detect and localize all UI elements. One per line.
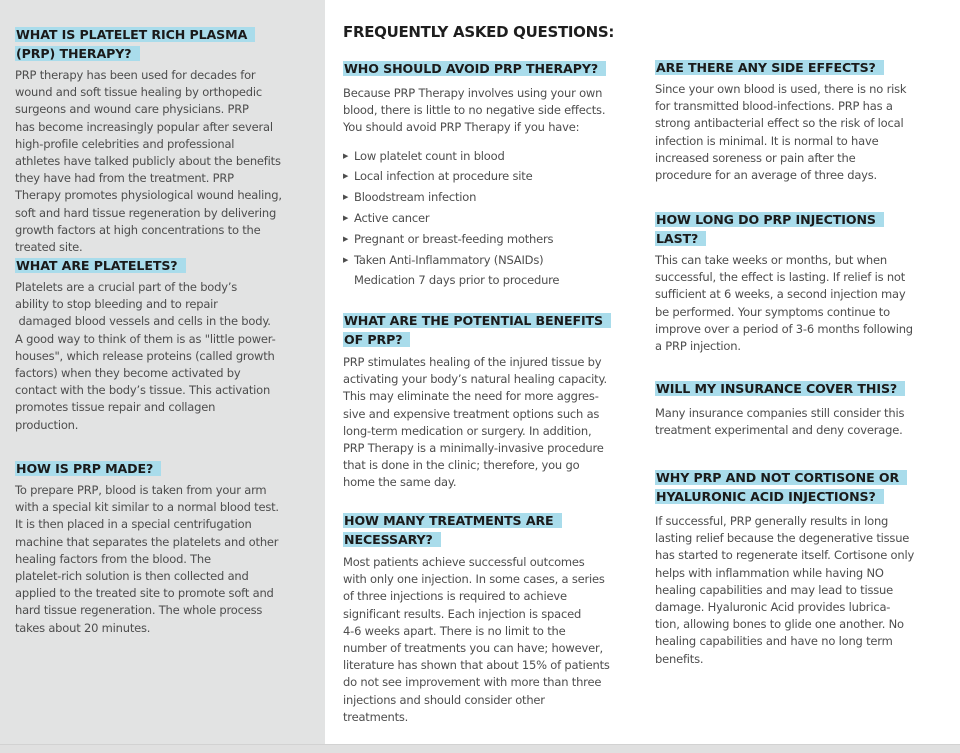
heading-line: OF PRP? <box>343 332 410 347</box>
body-line: Therapy promotes physiological wound healing, <box>15 188 282 203</box>
heading-line: WHY PRP AND NOT CORTISONE OR <box>655 470 907 485</box>
body-line: number of treatments you can have; however, <box>343 641 603 656</box>
body-line: 4-6 weeks apart. There is no limit to the <box>343 623 566 638</box>
body-line: treatments. <box>343 709 409 724</box>
list-item-text: Low platelet count in blood <box>354 148 505 163</box>
body-line: that is done in the clinic; therefore, you go <box>343 458 580 473</box>
body-line: growth factors at high concentrations to the <box>15 222 261 237</box>
heading-line: (PRP) THERAPY? <box>15 46 140 61</box>
body-line: factors) when they become activated by <box>15 366 241 381</box>
body-line: If successful, PRP generally results in long <box>655 514 889 528</box>
body-line: Platelets are a crucial part of the body’s <box>15 280 238 294</box>
section-who-should-avoid <box>343 58 638 290</box>
body-line: be performed. Your symptoms continue to <box>655 304 890 319</box>
body-line: ability to stop bleeding and to repair <box>15 297 218 312</box>
body-line: literature has shown that about 15% of patients <box>343 658 610 673</box>
body-line: strong antibacterial effect so the risk of local <box>655 116 904 131</box>
body-line: high-profile celebrities and professional <box>15 136 235 151</box>
heading-line: HOW IS PRP MADE? <box>15 461 161 476</box>
list-item-text: Local infection at procedure site <box>354 169 533 184</box>
list-item-continuation: Medication 7 days prior to procedure <box>354 273 560 288</box>
body-line: helps with inflammation while having NO <box>655 565 884 580</box>
body-line: To prepare PRP, blood is taken from your arm <box>15 483 267 497</box>
section-side-effects <box>655 57 950 184</box>
body-line: applied to the treated site to promote soft and <box>15 586 274 601</box>
bullet-triangle-icon: ▶ <box>343 193 349 202</box>
body-line: You should avoid PRP Therapy if you have: <box>343 120 580 135</box>
body-line: of three injections is required to achieve <box>343 589 567 604</box>
body-line: procedure for an average of three days. <box>655 168 878 183</box>
section-body <box>655 513 950 668</box>
bullet-triangle-icon: ▶ <box>343 234 349 243</box>
bullet-triangle-icon: ▶ <box>343 172 349 181</box>
body-line: benefits. <box>655 651 704 666</box>
list-item-text: Active cancer <box>354 211 430 225</box>
body-line: treatment experimental and deny coverage. <box>655 423 903 438</box>
body-line: platelet-rich solution is then collected and <box>15 569 249 584</box>
body-line: takes about 20 minutes. <box>15 620 151 635</box>
list-item <box>343 250 638 271</box>
body-line: machine that separates the platelets and other <box>15 534 279 549</box>
section-body <box>343 554 638 726</box>
list-item-text: Pregnant or breast-feeding mothers <box>354 231 554 246</box>
section-heading <box>15 458 315 477</box>
body-line: Because PRP Therapy involves using your own <box>343 86 603 100</box>
body-line: damage. Hyaluronic Acid provides lubrica- <box>655 600 891 615</box>
section-why-prp-not-cortisone <box>655 467 950 668</box>
body-line: treated site. <box>15 240 83 255</box>
body-line: production. <box>15 417 79 432</box>
list-item <box>343 166 638 187</box>
body-line: Most patients achieve successful outcomes <box>343 555 585 569</box>
body-line: Since your own blood is used, there is no risk <box>655 82 907 96</box>
section-body <box>655 405 950 439</box>
body-line: healing factors from the blood. The <box>15 551 211 566</box>
body-line: improve over a period of 3-6 months following <box>655 321 913 336</box>
body-line: injections and should consider other <box>343 692 545 707</box>
section-heading <box>15 255 315 274</box>
list-item-text: Bloodstream infection <box>354 190 477 205</box>
section-body <box>343 354 638 492</box>
section-body <box>15 482 315 637</box>
contraindication-list <box>343 146 638 271</box>
heading-line: WHO SHOULD AVOID PRP THERAPY? <box>343 61 606 76</box>
heading-line: WHAT ARE PLATELETS? <box>15 258 186 273</box>
section-heading <box>655 378 950 397</box>
body-line: houses", which release proteins (called growth <box>15 348 275 363</box>
body-line: has become increasingly popular after several <box>15 119 273 134</box>
heading-line: HOW MANY TREATMENTS ARE <box>343 513 562 528</box>
section-heading <box>343 310 638 348</box>
body-line: with a special kit similar to a normal blood test. <box>15 500 279 515</box>
bullet-triangle-icon: ▶ <box>343 214 349 222</box>
body-line: This can take weeks or months, but when <box>655 253 887 267</box>
section-body <box>655 81 950 184</box>
body-line: has started to regenerate itself. Cortisone only <box>655 548 915 563</box>
section-what-are-platelets <box>15 255 315 434</box>
body-line: do not see improvement with more than three <box>343 675 602 690</box>
faq-title: FREQUENTLY ASKED QUESTIONS: <box>343 23 615 41</box>
body-line: successful, the effect is lasting. If relief is not <box>655 270 906 285</box>
section-body <box>343 85 638 137</box>
body-line: promotes tissue repair and collagen <box>15 400 216 415</box>
body-line: athletes have talked publicly about the benefits <box>15 154 281 169</box>
body-line: blood, there is little to no negative side effects. <box>343 103 606 118</box>
body-line: contact with the body’s tissue. This activation <box>15 383 271 398</box>
heading-line: HOW LONG DO PRP INJECTIONS <box>655 212 884 227</box>
body-line: home the same day. <box>343 475 457 490</box>
list-item <box>343 146 638 167</box>
section-heading <box>343 58 638 77</box>
list-item <box>343 187 638 208</box>
heading-line: WILL MY INSURANCE COVER THIS? <box>655 381 905 396</box>
body-line: Many insurance companies still consider this <box>655 406 905 420</box>
body-line: for transmitted blood-infections. PRP has a <box>655 99 893 114</box>
section-how-many-treatments <box>343 510 638 726</box>
body-line: damaged blood vessels and cells in the body. <box>15 314 271 329</box>
heading-line: NECESSARY? <box>343 532 441 547</box>
body-line: a PRP injection. <box>655 339 741 354</box>
section-how-long-last <box>655 209 950 355</box>
body-line: tion, allowing bones to glide one another. No <box>655 617 904 632</box>
body-line: significant results. Each injection is spaced <box>343 606 582 621</box>
heading-line: LAST? <box>655 231 706 246</box>
section-heading <box>655 467 950 505</box>
section-body <box>15 67 315 256</box>
heading-line: ARE THERE ANY SIDE EFFECTS? <box>655 60 884 75</box>
body-line: healing capabilities and may lead to tissue <box>655 582 893 597</box>
body-line: It is then placed in a special centrifugation <box>15 517 252 532</box>
body-line: This may eliminate the need for more aggres- <box>343 389 599 404</box>
section-body <box>655 252 950 355</box>
list-item <box>343 229 638 250</box>
page-bottom-edge <box>0 744 960 753</box>
section-what-is-prp <box>15 24 315 256</box>
list-item <box>343 208 638 229</box>
body-line: soft and hard tissue regeneration by delivering <box>15 205 277 220</box>
body-line: with only one injection. In some cases, a series <box>343 572 605 587</box>
body-line: activating your body’s natural healing capacity. <box>343 372 607 387</box>
heading-line: WHAT IS PLATELET RICH PLASMA <box>15 27 255 42</box>
body-line: increased soreness or pain after the <box>655 150 856 165</box>
list-item-text: Taken Anti-Inflammatory (NSAIDs) <box>354 252 544 267</box>
body-line: PRP therapy has been used for decades for <box>15 68 256 82</box>
faq-title-block <box>343 22 638 42</box>
body-line: hard tissue regeneration. The whole process <box>15 603 263 618</box>
body-line: they have had from the treatment. PRP <box>15 171 234 186</box>
section-insurance <box>655 378 950 439</box>
body-line: A good way to think of them is as "little power- <box>15 331 276 346</box>
section-body <box>15 279 315 434</box>
section-heading <box>343 510 638 548</box>
heading-line: WHAT ARE THE POTENTIAL BENEFITS <box>343 313 611 328</box>
body-line: PRP stimulates healing of the injured tissue by <box>343 355 602 369</box>
section-heading <box>655 57 950 76</box>
heading-line: HYALURONIC ACID INJECTIONS? <box>655 489 884 504</box>
bullet-triangle-icon: ▶ <box>343 255 349 264</box>
section-potential-benefits <box>343 310 638 492</box>
body-line: PRP Therapy is a minimally-invasive procedure <box>343 441 604 456</box>
body-line: surgeons and wound care physicians. PRP <box>15 102 249 117</box>
body-line: sive and expensive treatment options such as <box>343 406 600 421</box>
section-how-is-prp-made <box>15 458 315 637</box>
body-line: sufficient at 6 weeks, a second injection may <box>655 287 906 302</box>
body-line: infection is minimal. It is normal to have <box>655 133 879 148</box>
body-line: lasting relief because the degenerative tissue <box>655 531 910 546</box>
body-line: wound and soft tissue healing by orthopedic <box>15 85 263 100</box>
body-line: healing capabilities and have no long term <box>655 634 893 649</box>
bullet-triangle-icon: ▶ <box>343 151 349 160</box>
body-line: long-term medication or surgery. In addition, <box>343 423 592 438</box>
section-heading <box>655 209 950 247</box>
section-heading <box>15 24 315 62</box>
